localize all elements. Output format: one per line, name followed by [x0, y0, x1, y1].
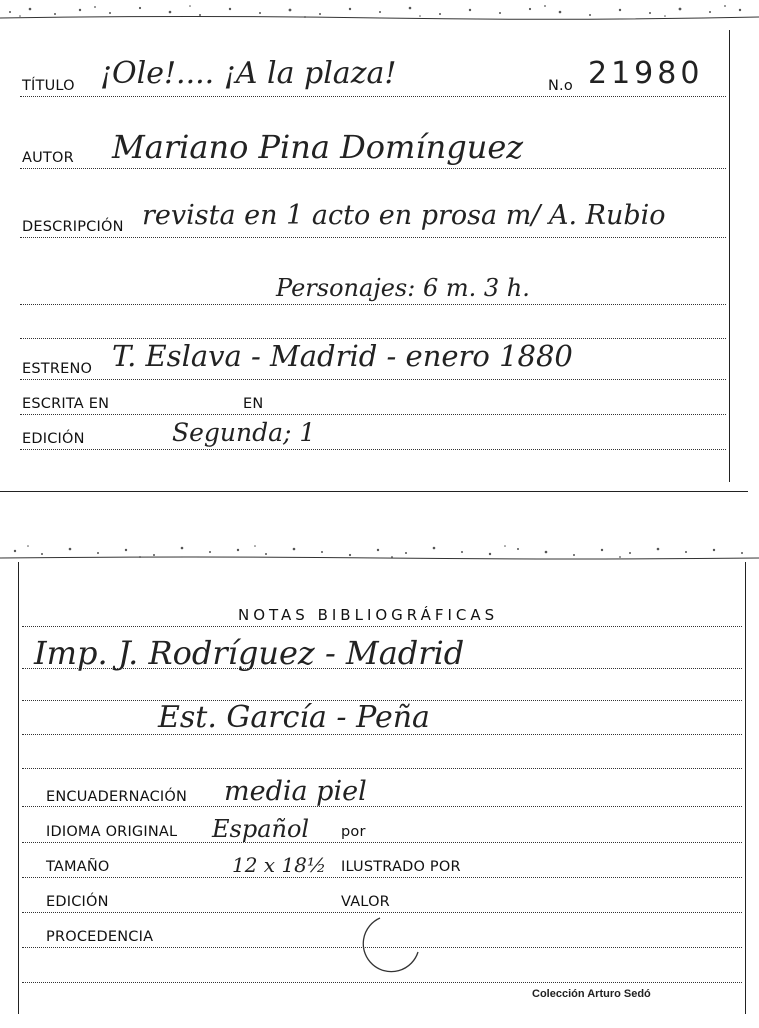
autor-value: Mariano Pina Domínguez — [112, 128, 524, 166]
note-rule-4 — [22, 768, 742, 769]
numero-value: 21980 — [588, 56, 704, 91]
tamano-rule — [22, 877, 742, 878]
card1-right-border — [729, 30, 730, 482]
escrita-en-label: ESCRITA EN — [22, 396, 110, 412]
notas-bibliograficas-heading: NOTAS BIBLIOGRÁFICAS — [238, 606, 499, 624]
card1-torn-top-edge — [0, 0, 759, 22]
estreno-rule — [20, 379, 726, 380]
idioma-label: IDIOMA ORIGINAL — [46, 824, 178, 840]
note-line-1: Imp. J. Rodríguez - Madrid — [34, 634, 465, 672]
estreno-value: T. Eslava - Madrid - enero 1880 — [112, 339, 573, 373]
escrita-rule — [20, 414, 726, 415]
note-rule-2 — [22, 700, 742, 701]
descripcion-value: revista en 1 acto en prosa m/ A. Rubio — [142, 200, 666, 231]
descripcion-rule — [20, 237, 726, 238]
edicion-rule — [20, 449, 726, 450]
por-label: por — [341, 824, 366, 840]
card2-torn-top-edge — [0, 540, 759, 562]
valor-label: VALOR — [341, 894, 390, 910]
edicion-label: EDICIÓN — [22, 431, 85, 447]
tamano-value: 12 x 18½ — [232, 853, 327, 877]
encuadernacion-value: media piel — [224, 776, 367, 807]
note-rule-1 — [22, 668, 742, 669]
card2-right-border — [745, 562, 746, 1014]
tamano-label: TAMAÑO — [46, 859, 110, 875]
note-line-2: Est. García - Peña — [158, 700, 430, 735]
blank-rule-1 — [20, 304, 726, 305]
collection-footer: Colección Arturo Sedó — [532, 988, 651, 1000]
ilustrado-label: ILUSTRADO POR — [341, 859, 461, 875]
titulo-label: TÍTULO — [22, 78, 75, 94]
titulo-rule — [20, 96, 726, 97]
edicion-value: Segunda; 1 — [172, 418, 316, 447]
estreno-label: ESTRENO — [22, 361, 93, 377]
punch-hole-mark — [360, 912, 430, 982]
numero-label: N.o — [548, 78, 573, 94]
autor-label: AUTOR — [22, 150, 74, 166]
card1-bottom-edge — [0, 491, 748, 492]
idioma-rule — [22, 842, 742, 843]
titulo-value: ¡Ole!.... ¡A la plaza! — [100, 56, 397, 91]
descripcion-value-line2: Personajes: 6 m. 3 h. — [276, 274, 530, 302]
idioma-value: Español — [212, 815, 310, 843]
note-rule-3 — [22, 734, 742, 735]
card2-left-border — [18, 562, 19, 1014]
heading-rule — [22, 626, 742, 627]
encuadernacion-label: ENCUADERNACIÓN — [46, 789, 188, 805]
edicion2-label: EDICIÓN — [46, 894, 109, 910]
en-label: EN — [243, 396, 264, 412]
encuadernacion-rule — [22, 806, 742, 807]
descripcion-label: DESCRIPCIÓN — [22, 219, 124, 235]
blank-rule-3 — [22, 982, 742, 983]
procedencia-label: PROCEDENCIA — [46, 929, 154, 945]
autor-rule — [20, 168, 726, 169]
